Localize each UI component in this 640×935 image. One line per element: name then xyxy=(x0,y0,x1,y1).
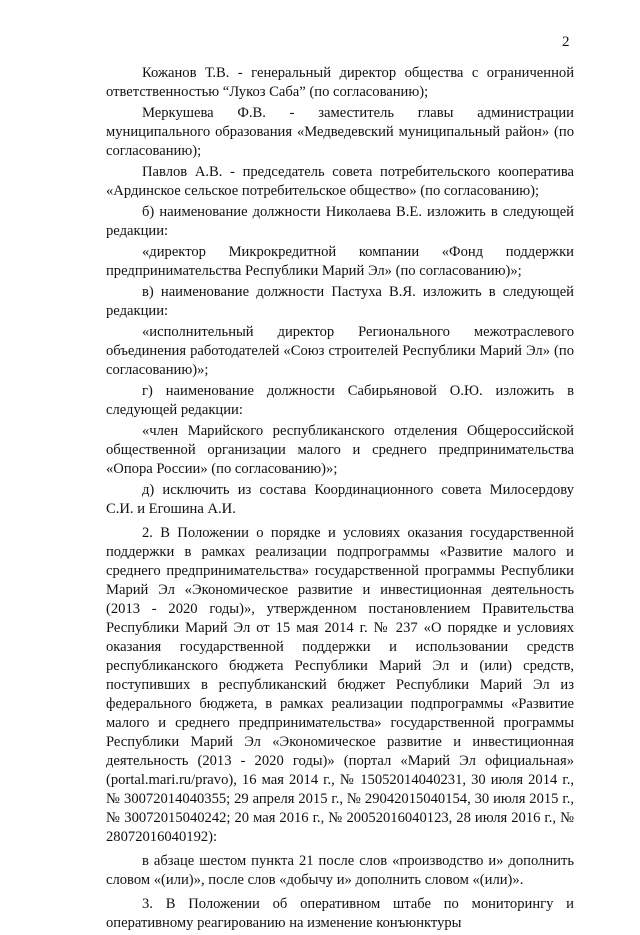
paragraph: «директор Микрокредитной компании «Фонд поддержки предпринимательства Республики Марий Эл» (по согласованию)»; xyxy=(106,244,574,279)
paragraph: «член Марийского республиканского отделения Общероссийской общественной организации малого и среднего предпринимательства «Опора России» (по согласованию)»; xyxy=(106,423,574,477)
document-body xyxy=(106,64,574,935)
paragraph: в абзаце шестом пункта 21 после слов «производство и» дополнить словом «(или)», после слов «добычу и» дополнить словом «(или)». xyxy=(106,853,574,888)
paragraph: д) исключить из состава Координационного совета Милосердову С.И. и Егошина А.И. xyxy=(106,482,574,517)
paragraph: Меркушева Ф.В. - заместитель главы администрации муниципального образования «Медведевский муниципальный район» (по согласованию); xyxy=(106,105,574,159)
paragraph: 3. В Положении об оперативном штабе по мониторингу и оперативному реагированию на изменение конъюнктуры xyxy=(106,896,574,931)
paragraph: 2. В Положении о порядке и условиях оказания государственной поддержки в рамках реализации подпрограммы «Развитие малого и среднего предпринимательства» государственной программы Республики Марий Эл «Экономическое развитие и инвестиционная деятельность (2013 - 2020 годы)», утвержденном постановлением Правительства Республики Марий Эл от 15 мая 2014 г. № 237 «О порядке и условиях оказания государственной поддержки и использовании средств республиканского бюджета Республики Марий Эл и (или) средств, поступивших в республиканский бюджет Республики Марий Эл из федерального бюджета, в рамках реализации подпрограммы «Развитие малого и среднего предпринимательства» государственной программы Республики Марий Эл «Экономическое развитие и инвестиционная деятельность (2013 - 2020 годы)» (портал «Марий Эл официальная» (portal.mari.ru/pravo), 16 мая 2014 г., № 15052014040231, 30 июля 2014 г., № 30072014040355; 29 апреля 2015 г., № 29042015040154, 30 июля 2015 г., № 30072015040242; 20 мая 2016 г., № 20052016040123, 28 июля 2016 г., № 28072016040192): xyxy=(106,525,574,845)
paragraph: Кожанов Т.В. - генеральный директор общества с ограниченной ответственностью “Лукоз Саба” (по согласованию); xyxy=(106,65,574,100)
paragraph: в) наименование должности Пастуха В.Я. изложить в следующей редакции: xyxy=(106,284,574,319)
paragraph: Павлов А.В. - председатель совета потребительского кооператива «Ардинское сельское потребительское общество» (по согласованию); xyxy=(106,164,574,199)
paragraph: «исполнительный директор Регионального межотраслевого объединения работодателей «Союз строителей Республики Марий Эл» (по согласованию)»; xyxy=(106,324,574,378)
paragraph: г) наименование должности Сабирьяновой О.Ю. изложить в следующей редакции: xyxy=(106,383,574,418)
paragraph: б) наименование должности Николаева В.Е. изложить в следующей редакции: xyxy=(106,204,574,239)
page-number: 2 xyxy=(562,34,570,50)
